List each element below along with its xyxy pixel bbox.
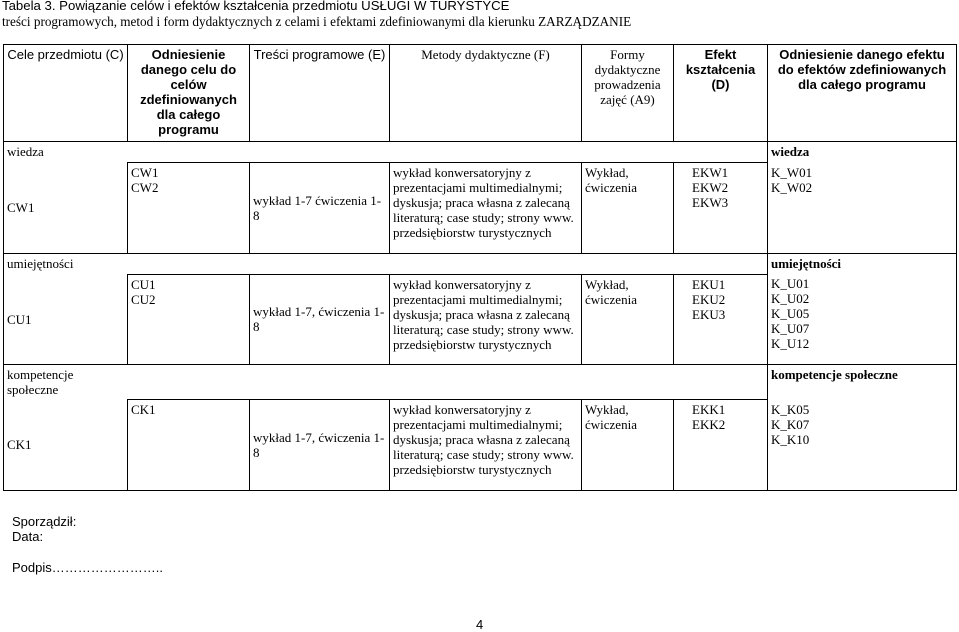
footer (12, 514, 163, 575)
header-tresci: Treści programowe (E) (250, 45, 390, 142)
odniesienie-efektu-item: K_K05 (771, 401, 810, 417)
odniesienie-item: CK1 (131, 402, 156, 417)
efekt-item: EKK2 (692, 417, 726, 432)
odniesienie-efektu-item: K_K07 (771, 416, 810, 432)
header-odniesienie-efektu: Odniesienie danego efektu do efektów zdefiniowanych dla całego programu (768, 45, 957, 142)
odniesienie-efektu-cell (768, 274, 957, 365)
section-label (4, 365, 768, 400)
section-label-text: kompetencje społeczne (7, 367, 74, 397)
efekt-item: EKW2 (692, 180, 729, 195)
odniesienie-efektu-item: K_W02 (771, 179, 813, 195)
header-formy: Formy dydaktyczne prowadzenia zajęć (A9) (582, 45, 674, 142)
metody-cell: wykład konwersatoryjny z prezentacjami multimedialnymi; dyskusja; praca własna z zalecaną literaturą; case study; strony www. przedsiębiorstw turystycznych (390, 163, 582, 254)
table-caption (2, 0, 631, 30)
odniesienie-efektu-item: K_K10 (771, 431, 810, 447)
caption-line-1: Tabela 3. Powiązanie celów i efektów kształcenia przedmiotu USŁUGI W TURYSTYCE (2, 0, 510, 13)
page-number: 4 (476, 617, 484, 632)
header-cele: Cele przedmiotu (C) (4, 45, 128, 142)
odniesienie-efektu-cell (768, 400, 957, 491)
header-efekt: Efekt kształcenia (D) (674, 45, 768, 142)
section-row-kompetencje (4, 365, 957, 400)
odniesienie-efektu-item: K_U02 (771, 291, 810, 306)
sporzadzil-label: Sporządził: (12, 514, 77, 529)
cel-cell: CW1 (4, 163, 128, 254)
odniesienie-efektu-cell (768, 163, 957, 254)
odniesienie-efektu-item: K_W01 (771, 164, 813, 180)
efekty-cell (674, 400, 768, 491)
section-right-label: kompetencje społeczne (768, 365, 957, 400)
header-odniesienie-celu: Odniesienie danego celu do celów zdefiniowanych dla całego programu (128, 45, 250, 142)
data-row-wiedza (4, 163, 957, 254)
efekt-item: EKW3 (692, 195, 729, 210)
odniesienie-item: CW2 (131, 180, 159, 195)
odniesienie-efektu-item: K_U01 (771, 276, 810, 291)
cel-cell: CU1 (4, 274, 128, 365)
podpis-label: Podpis…………………….. (12, 560, 163, 575)
section-right-label: umiejętności (768, 253, 957, 274)
efekt-item: EKU2 (692, 291, 726, 307)
efekty-cell (674, 274, 768, 365)
odniesienie-item: CU1 (131, 276, 156, 292)
efekt-item: EKU3 (692, 306, 726, 322)
efekty-cell (674, 163, 768, 254)
odniesienie-celu-cell (128, 274, 250, 365)
metody-cell: wykład konwersatoryjny z prezentacjami multimedialnymi; dyskusja; praca własna z zalecaną literaturą; case study; strony www. przedsiębiorstw turystycznych (390, 274, 582, 365)
data-row-kompetencje (4, 400, 957, 491)
odniesienie-celu-cell (128, 163, 250, 254)
efekt-item: EKU1 (692, 276, 726, 292)
header-metody: Metody dydaktyczne (F) (390, 45, 582, 142)
data-row-umiejetnosci (4, 274, 957, 365)
formy-cell: Wykład, ćwiczenia (582, 163, 674, 254)
section-row-umiejetnosci (4, 253, 957, 274)
odniesienie-efektu-item: K_U05 (771, 306, 810, 321)
caption-line-2: treści programowych, metod i form dydaktycznych z celami i efektami zdefiniowanymi dla kierunku ZARZĄDZANIE (2, 14, 632, 29)
odniesienie-efektu-item: K_U07 (771, 321, 810, 336)
header-row (4, 45, 957, 142)
odniesienie-efektu-item: K_U12 (771, 336, 810, 351)
odniesienie-item: CW1 (131, 165, 159, 180)
efekt-item: EKK1 (692, 402, 726, 417)
data-label: Data: (12, 529, 44, 544)
tresci-cell: wykład 1-7, ćwiczenia 1-8 (250, 400, 390, 491)
section-right-label: wiedza (768, 142, 957, 163)
tresci-cell: wykład 1-7, ćwiczenia 1-8 (250, 274, 390, 365)
cel-cell: CK1 (4, 400, 128, 491)
tresci-cell: wykład 1-7 ćwiczenia 1-8 (250, 163, 390, 254)
formy-cell: Wykład, ćwiczenia (582, 400, 674, 491)
mapping-table (3, 44, 957, 491)
odniesienie-item: CU2 (131, 291, 156, 307)
section-label: umiejętności (4, 253, 768, 274)
formy-cell: Wykład, ćwiczenia (582, 274, 674, 365)
section-label: wiedza (4, 142, 768, 163)
odniesienie-celu-cell (128, 400, 250, 491)
metody-cell: wykład konwersatoryjny z prezentacjami multimedialnymi; dyskusja; praca własna z zalecaną literaturą; case study; strony www. przedsiębiorstw turystycznych (390, 400, 582, 491)
section-row-wiedza (4, 142, 957, 163)
efekt-item: EKW1 (692, 165, 729, 180)
